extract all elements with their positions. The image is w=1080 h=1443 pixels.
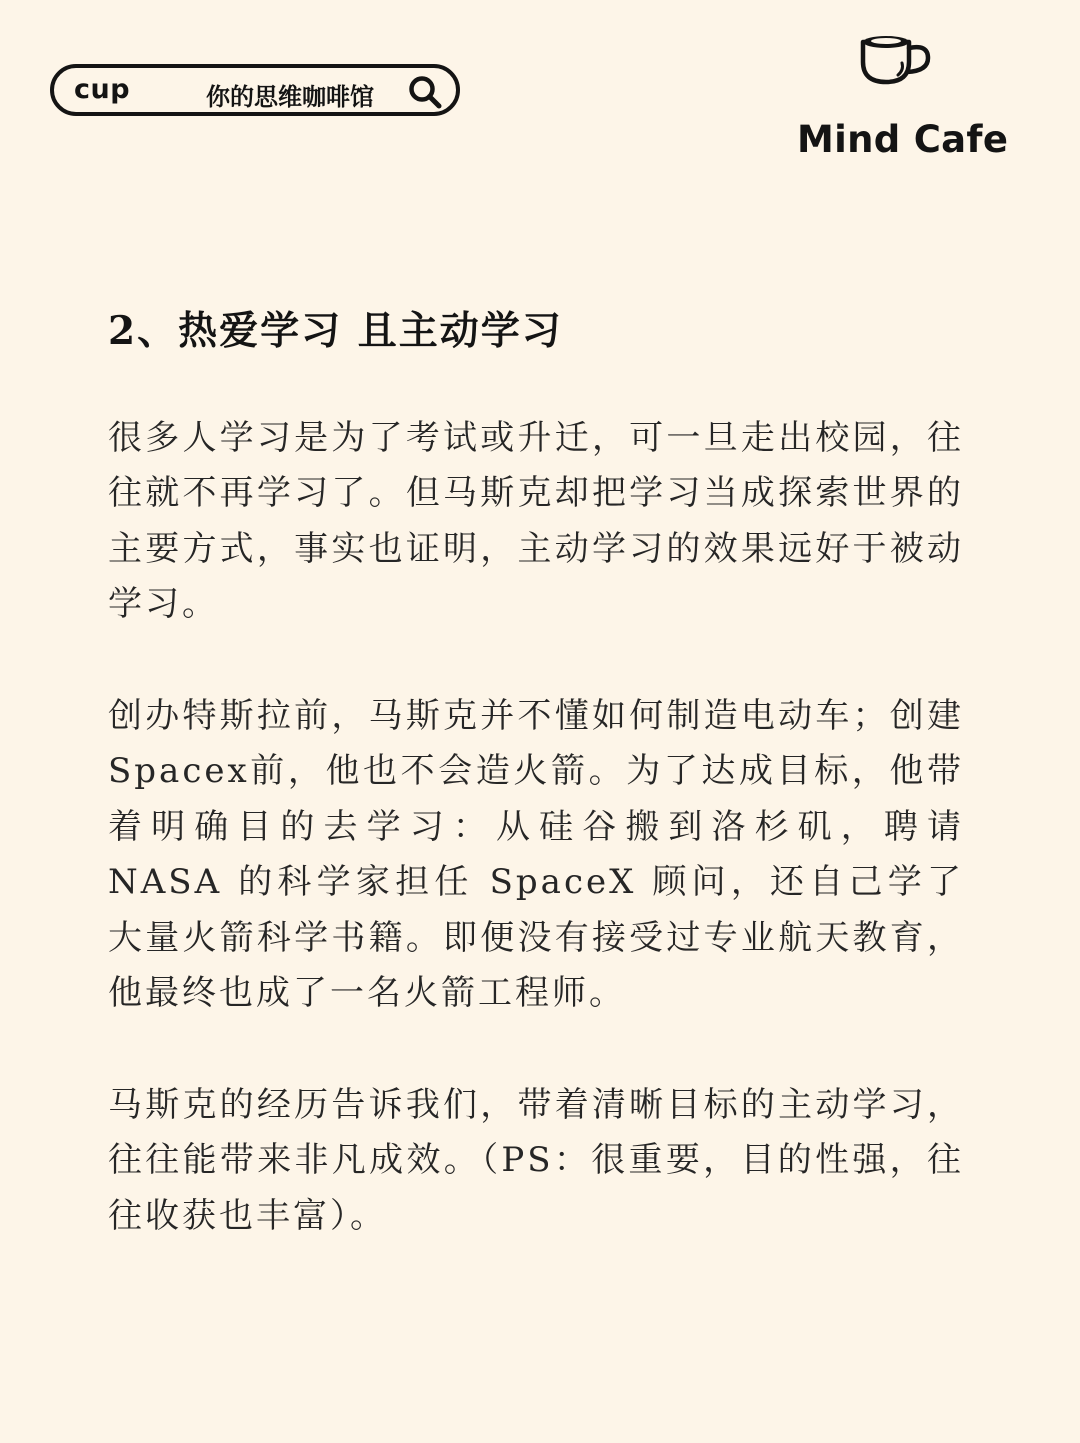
- article: [108, 306, 964, 1300]
- article-paragraph: 很多人学习是为了考试或升迁，可一旦走出校园，往往就不再学习了。但马斯克却把学习当成探索世界的主要方式，事实也证明，主动学习的效果远好于被动学习。: [108, 417, 964, 625]
- search-prefix-label: cup: [74, 74, 131, 105]
- search-icon[interactable]: [408, 75, 442, 109]
- brand-name: Mind Cafe: [797, 118, 1009, 161]
- search-text: 你的思维咖啡馆: [206, 83, 374, 111]
- article-paragraph: 创办特斯拉前，马斯克并不懂如何制造电动车；创建 Spacex前，他也不会造火箭。为了达成目标，他带着明确目的去学习：从硅谷搬到洛杉矶，聘请 NASA 的科学家担任 SpaceX 顾问，还自己学了大量火箭科学书籍。即便没有接受过专业航天教育，他最终也成了一名火箭工程师。: [108, 695, 964, 1014]
- article-heading: 2、热爱学习 且主动学习: [108, 308, 563, 354]
- article-paragraph: 马斯克的经历告诉我们，带着清晰目标的主动学习，往往能带来非凡成效。（PS：很重要，目的性强，往往收获也丰富）。: [108, 1084, 964, 1236]
- coffee-cup-icon: [858, 28, 934, 86]
- search-bar[interactable]: [50, 64, 460, 116]
